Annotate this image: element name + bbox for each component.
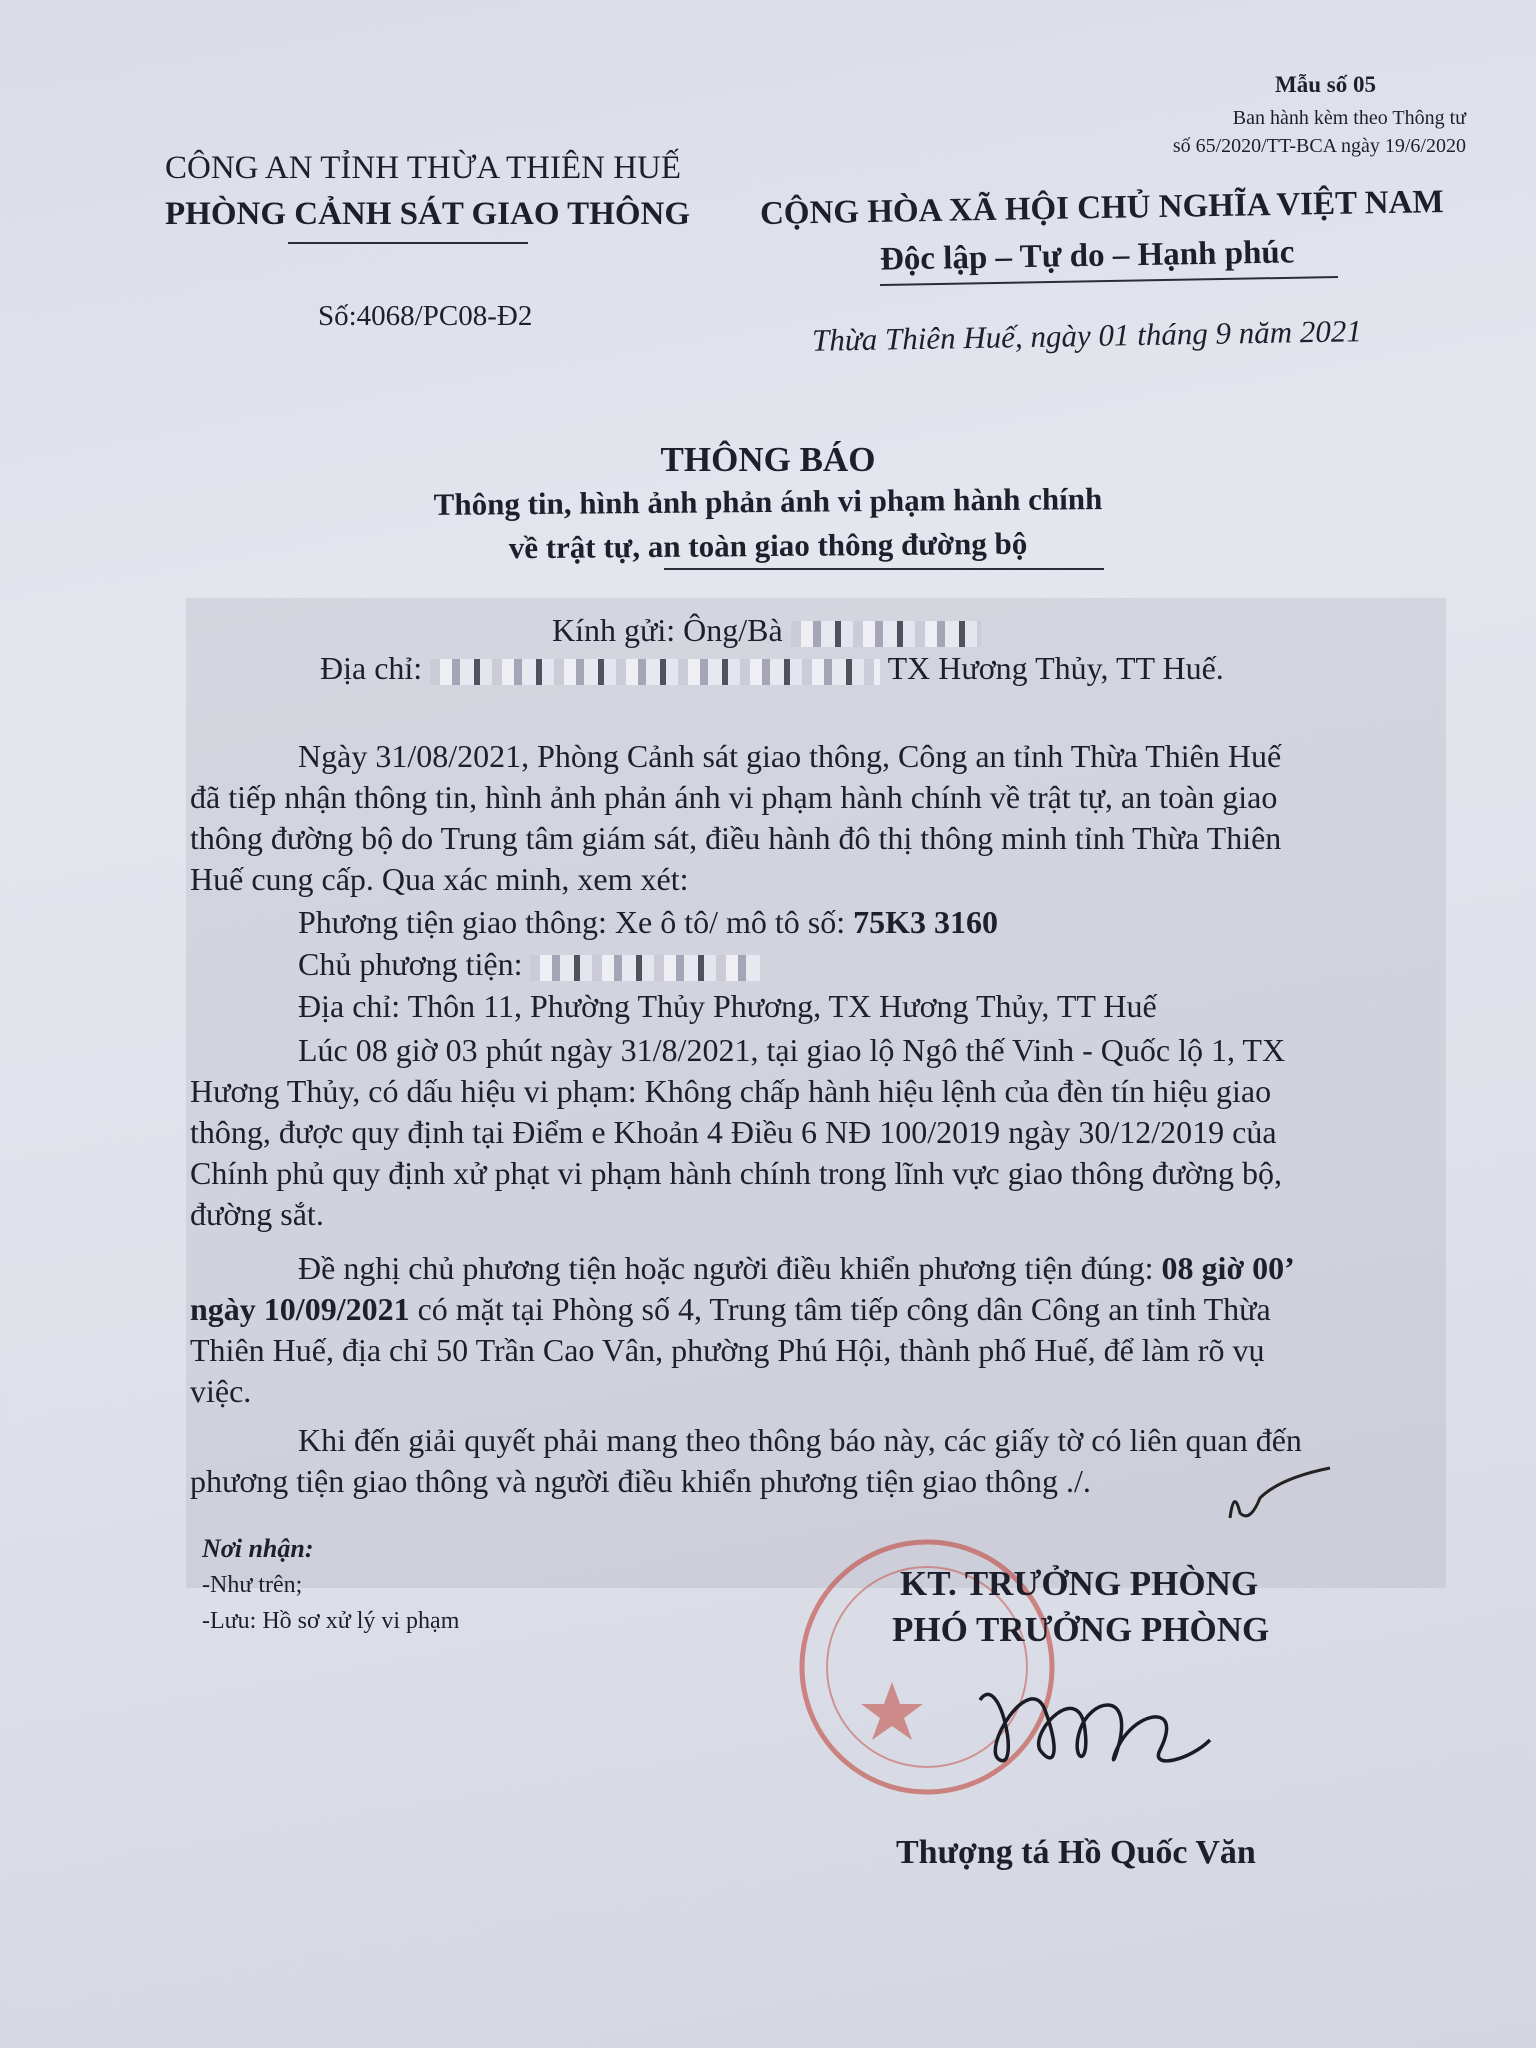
document-title: THÔNG BÁO: [660, 440, 876, 479]
body-line: Huế cung cấp. Qua xác minh, xem xét:: [190, 861, 689, 897]
issuer-department: PHÒNG CẢNH SÁT GIAO THÔNG: [165, 196, 691, 232]
body-line: Hương Thủy, có dấu hiệu vi phạm: Không chấp hành hiệu lệnh của đèn tín hiệu giao: [190, 1073, 1272, 1109]
handwritten-mark: [1220, 1458, 1340, 1528]
recipients-item: -Như trên;: [202, 1572, 303, 1598]
address-label: Địa chỉ:: [320, 650, 423, 686]
body-line: Ngày 31/08/2021, Phòng Cảnh sát giao thông, Công an tỉnh Thừa Thiên Huế: [298, 738, 1282, 774]
body-line: Khi đến giải quyết phải mang theo thông báo này, các giấy tờ có liên quan đến: [298, 1422, 1302, 1458]
body-line: đã tiếp nhận thông tin, hình ảnh phản ánh vi phạm hành chính về trật tự, an toàn giao: [190, 779, 1278, 815]
national-name: CỘNG HÒA XÃ HỘI CHỦ NGHĨA VIỆT NAM: [759, 184, 1444, 232]
body-line: phương tiện giao thông và người điều khiển phương tiện giao thông ./.: [190, 1463, 1091, 1499]
motto-underline: [880, 276, 1338, 286]
address-line: [320, 648, 1536, 689]
body-line: [190, 1289, 1460, 1330]
document-subtitle-2: về trật tự, an toàn giao thông đường bộ: [508, 525, 1028, 566]
owner-address: Địa chỉ: Thôn 11, Phường Thủy Phương, TX Hương Thủy, TT Huế: [298, 988, 1157, 1024]
body-line: đường sắt.: [190, 1196, 324, 1232]
recipient-label: Kính gửi: Ông/Bà: [552, 612, 783, 648]
body-line: Lúc 08 giờ 03 phút ngày 31/8/2021, tại giao lộ Ngô thế Vinh - Quốc lộ 1, TX: [298, 1032, 1286, 1068]
form-note-line2: số 65/2020/TT-BCA ngày 19/6/2020: [1172, 135, 1466, 157]
address-tail: TX Hương Thủy, TT Huế.: [887, 650, 1224, 686]
signature-title-1: KT. TRƯỞNG PHÒNG: [900, 1564, 1259, 1603]
document-number: Số:4068/PC08-Đ2: [318, 300, 533, 332]
body-line: Chính phủ quy định xử phạt vi phạm hành chính trong lĩnh vực giao thông đường bộ,: [190, 1155, 1282, 1191]
body-line: thông, được quy định tại Điểm e Khoản 4 Điều 6 NĐ 100/2019 ngày 30/12/2019 của: [190, 1114, 1277, 1150]
vehicle-line: [298, 902, 1536, 943]
body-text: Đề nghị chủ phương tiện hoặc người điều khiển phương tiện đúng:: [298, 1250, 1154, 1286]
document-subtitle-1: Thông tin, hình ảnh phản ánh vi phạm hành chính: [433, 481, 1103, 522]
license-plate: 75K3 3160: [853, 904, 999, 940]
body-text: có mặt tại Phòng số 4, Trung tâm tiếp công dân Công an tỉnh Thừa: [417, 1291, 1271, 1327]
redacted-address: [430, 659, 880, 685]
recipients-label: Nơi nhận:: [202, 1534, 314, 1563]
body-line: thông đường bộ do Trung tâm giám sát, điều hành đô thị thông minh tỉnh Thừa Thiên: [190, 820, 1282, 856]
form-number: Mẫu số 05: [1275, 72, 1376, 97]
appointment-time: 08 giờ 00’: [1161, 1250, 1295, 1286]
redacted-owner: [530, 955, 760, 981]
signer-name: Thượng tá Hồ Quốc Văn: [896, 1834, 1256, 1871]
place-date: Thừa Thiên Huế, ngày 01 tháng 9 năm 2021: [811, 313, 1363, 358]
signature-title-2: PHÓ TRƯỞNG PHÒNG: [892, 1610, 1270, 1649]
national-motto: Độc lập – Tự do – Hạnh phúc: [879, 234, 1295, 278]
owner-line: [298, 944, 1536, 985]
handwritten-signature: [960, 1660, 1220, 1800]
recipients-item: -Lưu: Hồ sơ xử lý vi phạm: [202, 1608, 460, 1634]
issuer-underline: [288, 242, 528, 244]
form-note: [1173, 104, 1466, 160]
owner-label: Chủ phương tiện:: [298, 946, 523, 982]
subtitle-underline: [664, 568, 1104, 570]
form-note-line1: Ban hành kèm theo Thông tư: [1232, 107, 1466, 129]
body-line: [298, 1248, 1536, 1289]
body-line: việc.: [190, 1373, 252, 1409]
redacted-name: [791, 621, 981, 647]
appointment-date: ngày 10/09/2021: [190, 1291, 410, 1327]
body-line: Thiên Huế, địa chỉ 50 Trần Cao Vân, phường Phú Hội, thành phố Huế, để làm rõ vụ: [190, 1332, 1265, 1368]
recipient-line: [552, 610, 1536, 651]
vehicle-label: Phương tiện giao thông: Xe ô tô/ mô tô số:: [298, 904, 846, 940]
issuer-parent: CÔNG AN TỈNH THỪA THIÊN HUẾ: [165, 150, 682, 186]
